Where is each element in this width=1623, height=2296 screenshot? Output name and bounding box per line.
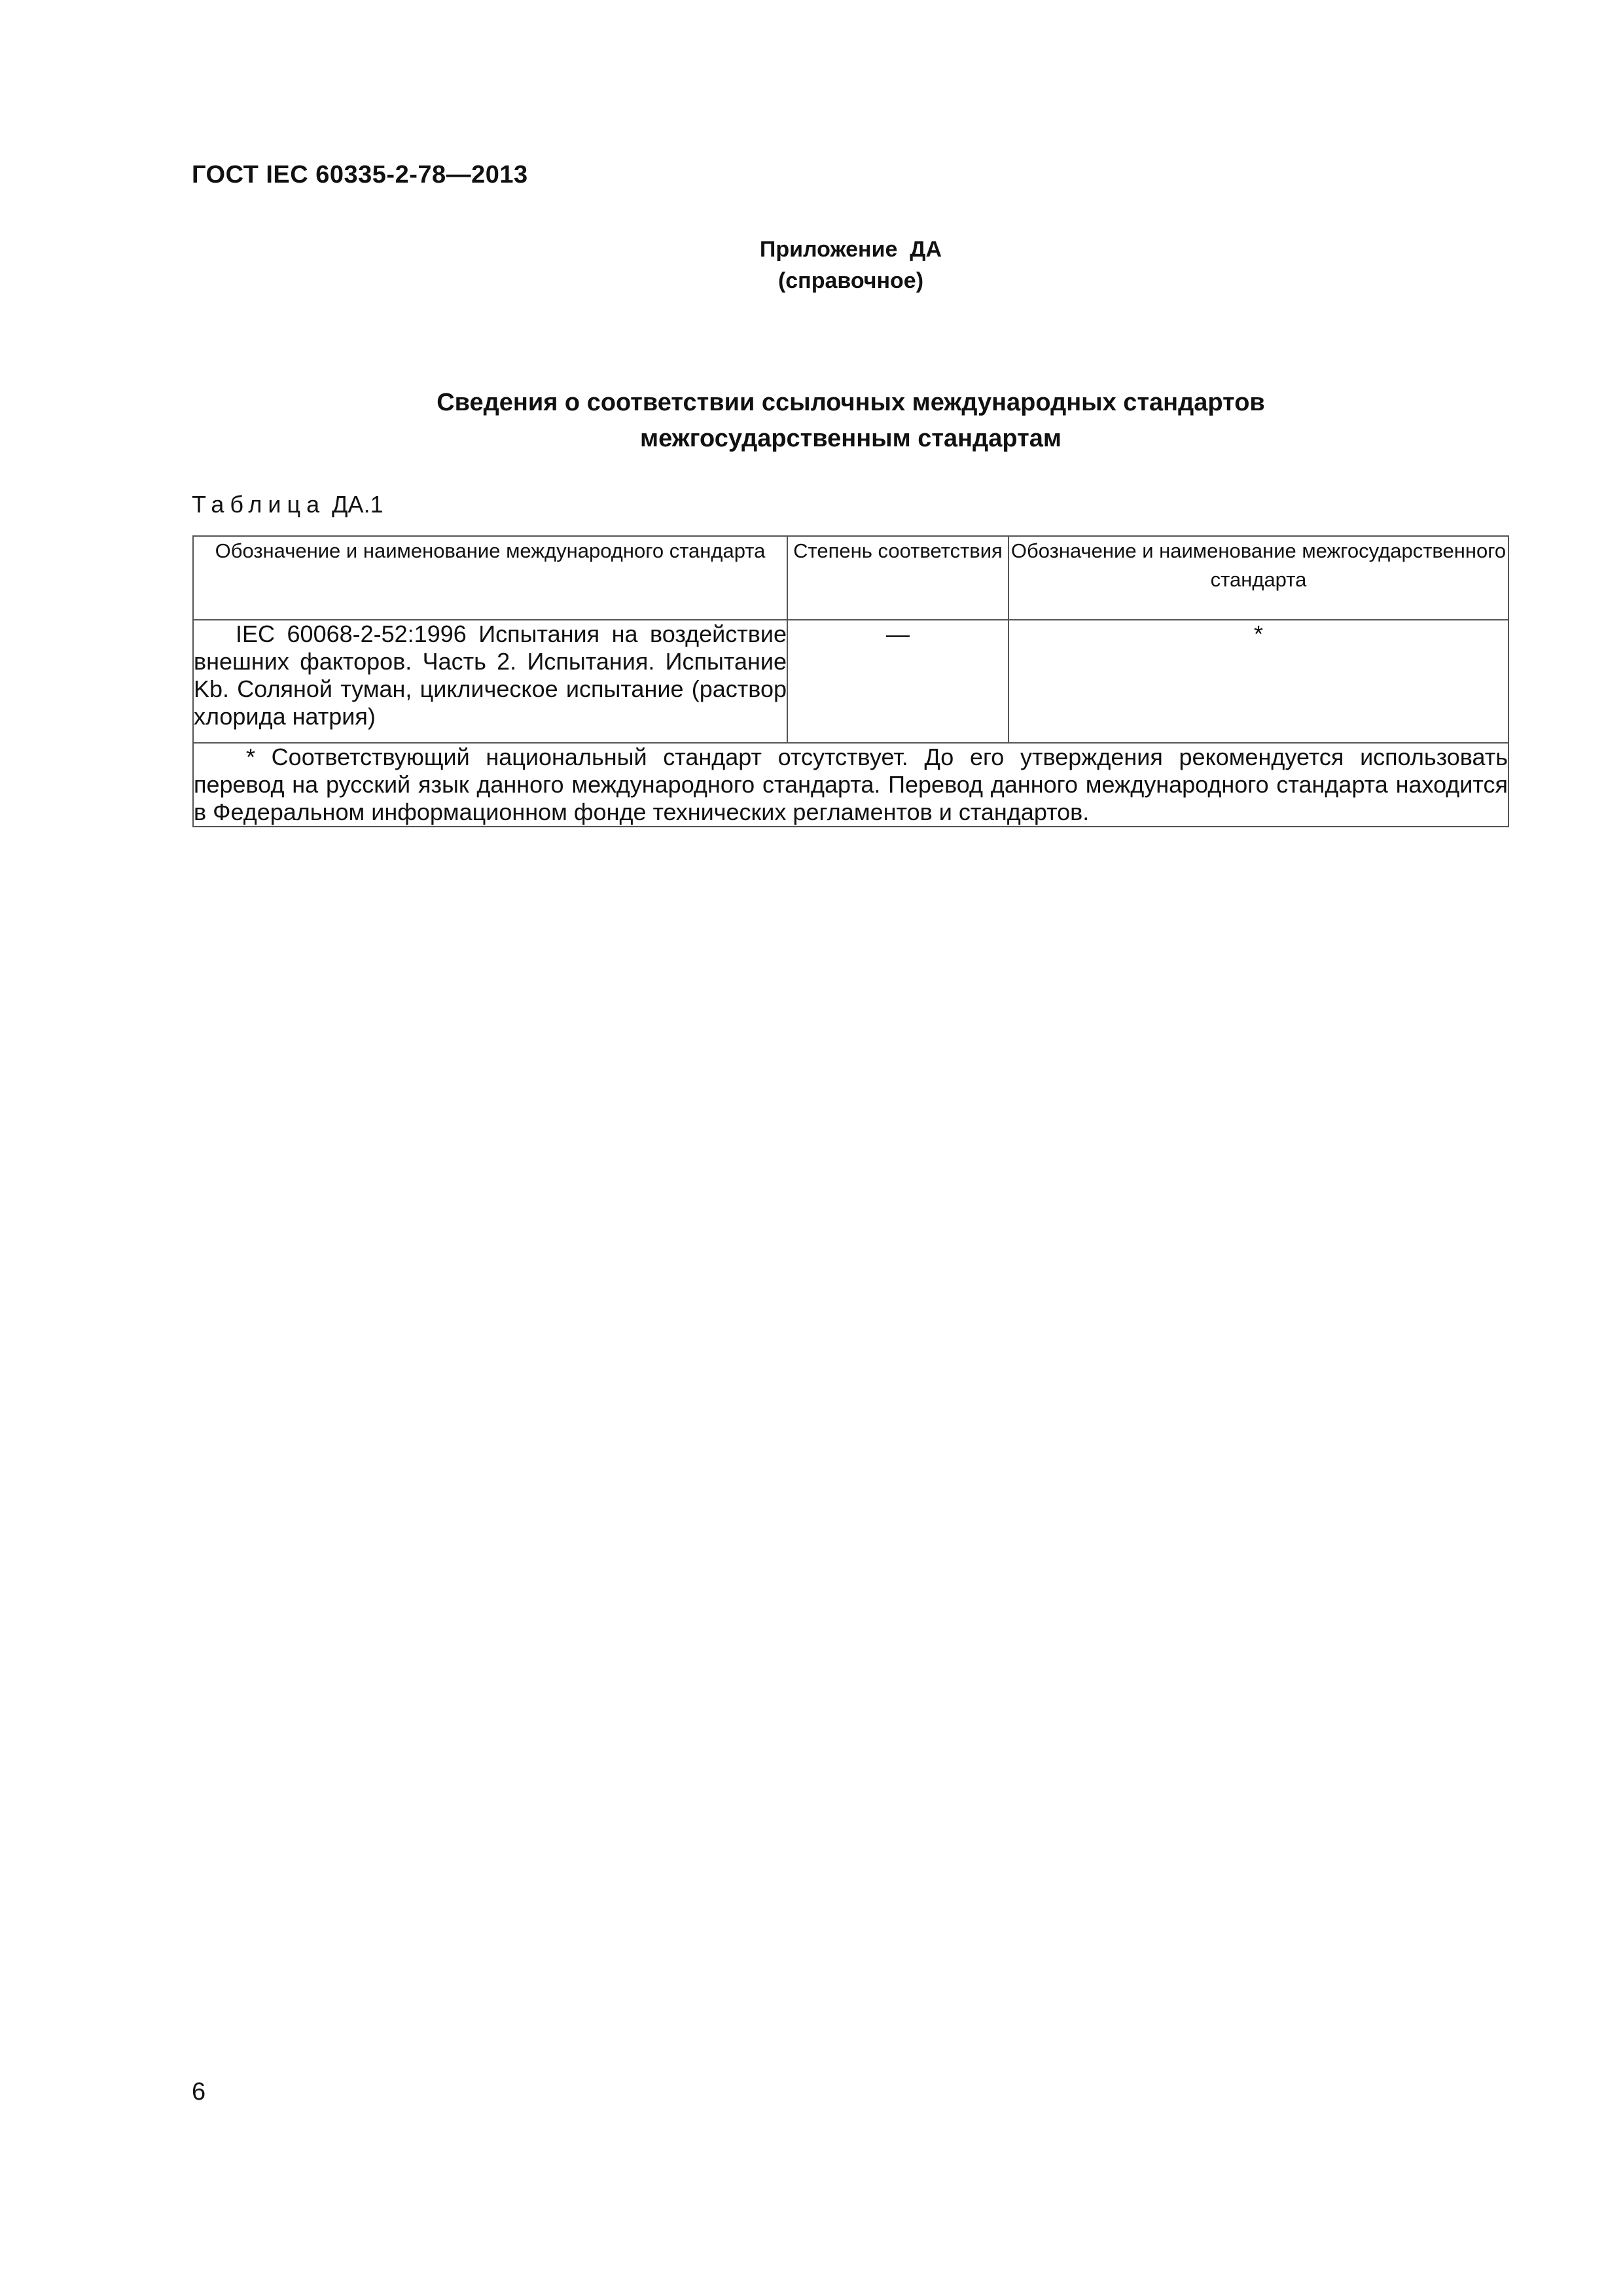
table-caption-word: Таблица <box>192 491 326 518</box>
appendix-title: Приложение ДА <box>759 237 942 262</box>
table-row <box>193 620 1508 743</box>
column-header-international: Обозначение и наименование международного стандарта <box>193 536 787 620</box>
reference-standards-table <box>192 535 1509 827</box>
main-title-line-1: Сведения о соответствии ссылочных международных стандартов <box>437 389 1265 416</box>
table-footnote-row <box>193 743 1508 827</box>
cell-international-standard: IEC 60068-2-52:1996 Испытания на воздействие внешних факторов. Часть 2. Испытания. Испытание Kb. Соляной туман, циклическое испытание (раствор хлорида натрия) <box>193 620 787 743</box>
column-header-interstate: Обозначение и наименование межгосударственного стандарта <box>1008 536 1508 620</box>
cell-interstate-standard: * <box>1008 620 1508 743</box>
main-title-line-2: межгосударственным стандартам <box>640 425 1061 452</box>
document-code: ГОСТ IEC 60335-2-78—2013 <box>192 161 528 188</box>
page-number: 6 <box>192 2078 206 2106</box>
table-footnote: * Соответствующий национальный стандарт отсутствует. До его утверждения рекомендуется использовать перевод на русский язык данного международного стандарта. Перевод данного международного стандарта находится в Федеральном информационном фонде технических регламентов и стандартов. <box>194 744 1508 825</box>
cell-degree: — <box>787 620 1008 743</box>
column-header-degree: Степень соответствия <box>787 536 1008 620</box>
appendix-kind: (справочное) <box>777 268 924 293</box>
table-caption <box>192 491 383 518</box>
table-caption-number: ДА.1 <box>332 491 383 518</box>
table-header-row <box>193 536 1508 620</box>
